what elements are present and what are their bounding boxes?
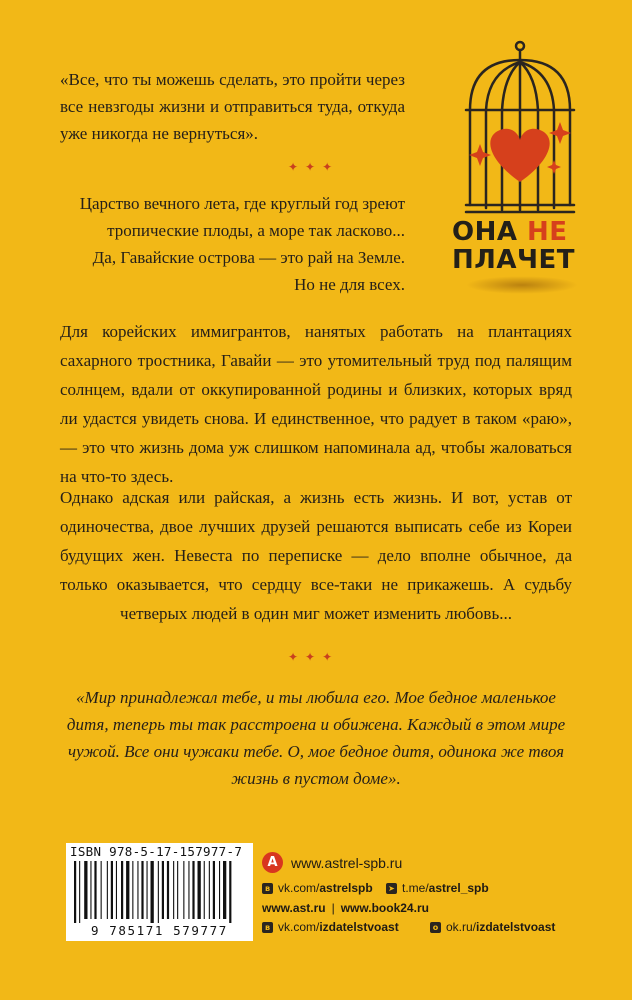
barcode-bar [94, 861, 96, 919]
ok-icon: о [430, 922, 441, 933]
logo-shadow [466, 276, 578, 294]
barcode-bar [84, 861, 87, 919]
barcode-bar [177, 861, 178, 919]
barcode-bar [213, 861, 215, 919]
site-link[interactable]: www.astrel-spb.ru [291, 854, 403, 871]
barcode-bar [173, 861, 174, 919]
telegram-link-prefix: t.me/ [402, 881, 429, 895]
paradise-line: тропические плоды, а море так ласково... [107, 221, 405, 240]
barcode-bar [192, 861, 194, 919]
barcode-bar [90, 861, 91, 919]
epigraph-bottom: «Мир принадлежал тебе, и ты любила его. Мое бедное маленькое дитя, теперь ты так расстроена и обижена. Каждый в этом мире чужой. Все они чужаки тебе. О, мое бедное дитя, одинока же твоя жизнь в пустом доме». [66, 688, 566, 788]
vk-icon: в [262, 883, 273, 894]
barcode-bar [223, 861, 226, 919]
barcode-bar [121, 861, 123, 919]
barcode-bar [198, 861, 201, 919]
divider: | [331, 901, 335, 915]
web-links-row [262, 901, 429, 915]
barcode-bar [204, 861, 205, 919]
barcode-bar [151, 861, 154, 923]
barcode-bars [74, 861, 246, 923]
barcode-bar [79, 861, 80, 923]
vk-icon: в [262, 922, 273, 933]
paradise-line: Да, Гавайские острова — это рай на Земле. [92, 248, 405, 267]
description-paragraph-2: Однако адская или райская, а жизнь есть жизнь. И вот, устав от одиночества, двое лучших друзей решаются выписать себе из Кореи будущих жен. Невеста по переписке — дело вполне обычное, да только оказывается, что сердцу все-таки не прикажешь. А судьбу четверых людей в один миг может изменить любовь... [60, 488, 572, 623]
paradise-line: Но не для всех. [294, 275, 405, 294]
epigraph-top: «Все, что ты можешь сделать, это пройти через все невзгоды жизни и отправиться туда, откуда уже никогда не вернуться». [60, 70, 405, 143]
book24-link[interactable]: www.book24.ru [340, 901, 429, 915]
barcode-bar [183, 861, 184, 919]
vk-link-handle: astrelspb [319, 881, 373, 895]
barcode-bar [209, 861, 210, 919]
barcode-bar [137, 861, 138, 919]
ok-link[interactable] [430, 920, 555, 934]
barcode-bar [141, 861, 143, 919]
barcode-bar [219, 861, 220, 919]
barcode-bar [126, 861, 129, 919]
telegram-link-handle: astrel_spb [428, 881, 489, 895]
book-title-logo [452, 218, 602, 274]
vk-link-1[interactable] [262, 881, 373, 895]
title-negation: НЕ [527, 217, 568, 247]
title-word: ПЛАЧЕТ [452, 245, 575, 275]
barcode-bar [74, 861, 76, 923]
ast-link[interactable]: www.ast.ru [262, 901, 326, 915]
paradise-line: Царство вечного лета, где круглый год зреют [79, 194, 405, 213]
vk-link-handle: izdatelstvoast [319, 920, 399, 934]
barcode-bar [229, 861, 231, 923]
vk-link-prefix: vk.com/ [278, 881, 320, 895]
barcode-bar [132, 861, 133, 919]
telegram-icon: ➤ [386, 883, 397, 894]
vk-link-2[interactable] [262, 920, 399, 934]
barcode-bar [162, 861, 164, 919]
barcode-bar [188, 861, 189, 919]
title-word: ОНА [452, 217, 528, 247]
barcode-digits: 9 785171 579777 [91, 923, 228, 938]
barcode-bar [116, 861, 117, 919]
ok-link-prefix: ok.ru/ [446, 920, 477, 934]
publisher-logo-icon: А [262, 852, 283, 873]
barcode-bar [167, 861, 169, 919]
isbn-barcode [66, 843, 253, 941]
barcode-bar [101, 861, 102, 919]
description-paragraph-1: Для корейских иммигрантов, нанятых работать на плантациях сахарного тростника, Гавайи — это утомительный труд под палящим солнцем, вдали от оккупированной родины и близких, которых вряд ли удастся увидеть снова. И единственное, что радует в таком «раю», — это что жизнь дома уж слишком напоминала ад, чтобы жаловаться на что-то здесь. [60, 322, 572, 486]
separator-stars-2: ✦✦✦ [288, 650, 340, 664]
barcode-bar [147, 861, 148, 919]
vk-link-prefix: vk.com/ [278, 920, 320, 934]
barcode-bar [107, 861, 108, 919]
ok-link-handle: izdatelstvoast [476, 920, 556, 934]
site-row[interactable] [262, 852, 402, 873]
telegram-link[interactable] [386, 881, 489, 895]
separator-stars-1: ✦✦✦ [288, 160, 340, 174]
barcode-bar [158, 861, 159, 923]
barcode-bar [111, 861, 113, 919]
paradise-paragraph [60, 190, 405, 298]
isbn-number: ISBN 978-5-17-157977-7 [70, 844, 243, 859]
